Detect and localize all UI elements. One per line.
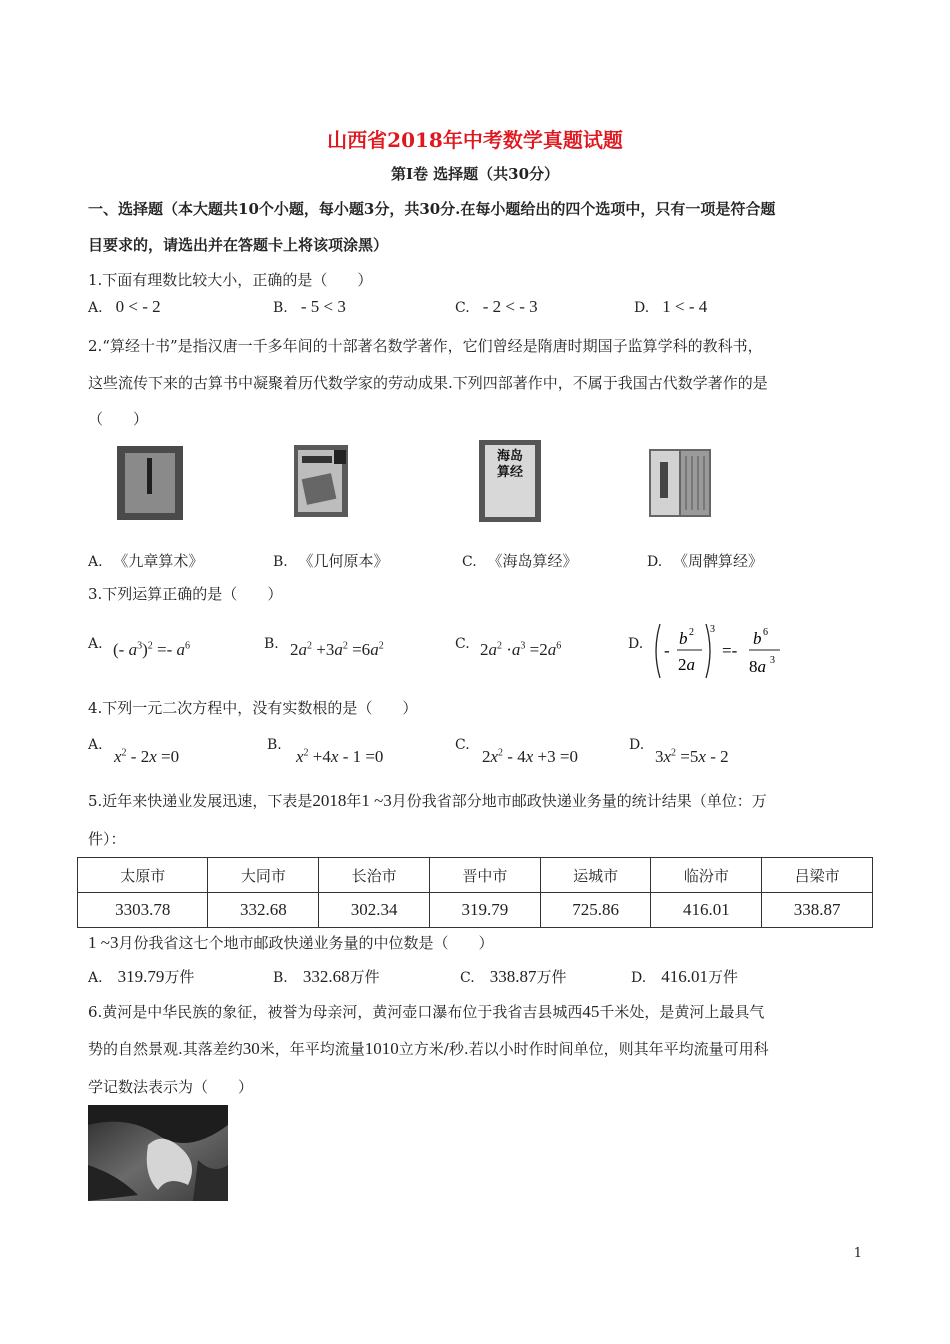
table-header-cell: 长治市 [319,858,430,893]
svg-text:3: 3 [770,655,775,666]
svg-text:3: 3 [710,624,715,635]
q5-stem-line2: 件）： [88,830,126,848]
q3-option-b-formula: $2a^2 +3a^2 =6a^2$ [290,640,384,659]
table-cell: 338.87 [762,893,873,928]
table-header-cell: 晋中市 [429,858,540,893]
q4-label-c: C. [455,737,470,753]
svg-text:=-: =- [722,641,738,660]
q6-stem-line3: 学记数法表示为（ ） [88,1078,254,1096]
q4-option-d-formula: $3x^2 =5x - 2$ [655,747,729,766]
svg-text:2: 2 [689,627,694,638]
q3-option-a-formula: (- $a^3)^2 =- a^6$ [113,640,190,659]
table-row [78,893,873,928]
page-number: 1 [853,1246,862,1261]
q5-option-a: A. 319.79万件 [88,967,195,986]
q2-option-a: A. 《九章算术》 [88,552,204,570]
q5-data-table [77,857,873,928]
q4-stem: 4.下列一元二次方程中，没有实数根的是（ ） [88,699,418,717]
q4-label-b: B. [267,737,282,753]
section-subtitle: 第Ⅰ卷 选择题（共30分） [390,165,560,183]
table-cell: 302.34 [319,893,430,928]
q2-option-d: D. 《周髀算经》 [647,552,763,570]
table-cell: 416.01 [651,893,762,928]
q1-stem: 1.下面有理数比较大小，正确的是（ ） [88,271,373,289]
section-heading-line1: 一、选择题（本大题共10个小题，每小题3分，共30分.在每小题给出的四个选项中，只有一项是符合题 [88,200,776,218]
table-header-cell: 临汾市 [651,858,762,893]
q4-label-d: D. [629,737,645,753]
q2-option-c: C. 《海岛算经》 [462,552,578,570]
q6-stem-line1: 6.黄河是中华民族的象征，被誉为母亲河，黄河壶口瀑布位于我省吉县城西45千米处，是黄河上最具气 [88,1002,765,1021]
q2-option-b: B. 《几何原本》 [273,552,389,570]
svg-text:b: b [753,629,762,648]
q3-option-c-formula: $2a^2 \cdot a^3 =2a^6$ [480,640,562,659]
q3-label-d: D. [628,636,644,652]
table-header-cell: 运城市 [540,858,651,893]
table-header-cell: 大同市 [208,858,319,893]
table-header-cell: 吕梁市 [762,858,873,893]
svg-text:b: b [679,629,688,648]
book-image-haidao [479,440,541,522]
book-c-cover-text: 海岛算经 [496,449,523,480]
q4-option-a-formula: $x^2 - 2x =0$ [114,747,180,766]
table-cell: 725.86 [540,893,651,928]
table-header-cell: 太原市 [78,858,208,893]
q5-option-c: C. 338.87万件 [460,967,567,986]
q3-label-c: C. [455,636,470,652]
q1-option-c: C. - 2 < - 3 [455,297,538,316]
q5-option-d: D. 416.01万件 [631,967,739,986]
q2-stem-line2: 这些流传下来的古算书中凝聚着历代数学家的劳动成果.下列四部著作中，不属于我国古代数学著作的是 [88,374,768,392]
page-title: 山西省2018年中考数学真题试题 [327,128,623,152]
q5-stem-line1: 5.近年来快递业发展迅速，下表是2018年1 ~3月份我省部分地市邮政快递业务量的统计结果（单位：万 [88,791,767,810]
q3-label-a: A. [88,636,103,652]
q4-option-b-formula: $x^2 +4x - 1 =0$ [296,747,384,766]
svg-text:6: 6 [763,627,768,638]
q2-stem-line3: （ ） [88,410,149,428]
q1-option-b: B. - 5 < 3 [273,297,346,316]
svg-text:8a: 8a [749,657,766,676]
q3-label-b: B. [264,636,279,652]
section-heading-line2: 目要求的，请选出并在答题卡上将该项涂黑） [88,236,389,254]
q3-stem: 3.下列运算正确的是（ ） [88,585,283,603]
q5-option-b: B. 332.68万件 [273,967,380,986]
q6-stem-line2: 势的自然景观.其落差约30米，年平均流量1010立方米/秒.若以小时作时间单位，则其年平均流量可用科 [88,1039,769,1058]
book-image-jiuzhang [117,446,183,520]
q5-question-line: 1 ~3月份我省这七个地市邮政快递业务量的中位数是（ ） [88,933,494,952]
q1-option-a: A. 0 < - 2 [88,297,161,316]
waterfall-photo [88,1105,228,1201]
q4-label-a: A. [88,737,103,753]
table-cell: 319.79 [429,893,540,928]
table-header-row [78,858,873,893]
q3-option-d-formula [652,620,792,682]
book-image-zhoubi [648,446,712,520]
q4-option-c-formula: $2x^2 - 4x +3 =0$ [482,747,578,766]
q1-option-d: D. 1 < - 4 [634,297,708,316]
table-cell: 3303.78 [78,893,208,928]
svg-text:2a: 2a [678,655,695,674]
table-cell: 332.68 [208,893,319,928]
q2-stem-line1: 2.“算经十书”是指汉唐一千多年间的十部著名数学著作，它们曾经是隋唐时期国子监算学科的教科书， [88,337,763,355]
svg-text:-: - [664,641,670,660]
book-image-jihe [290,442,352,520]
